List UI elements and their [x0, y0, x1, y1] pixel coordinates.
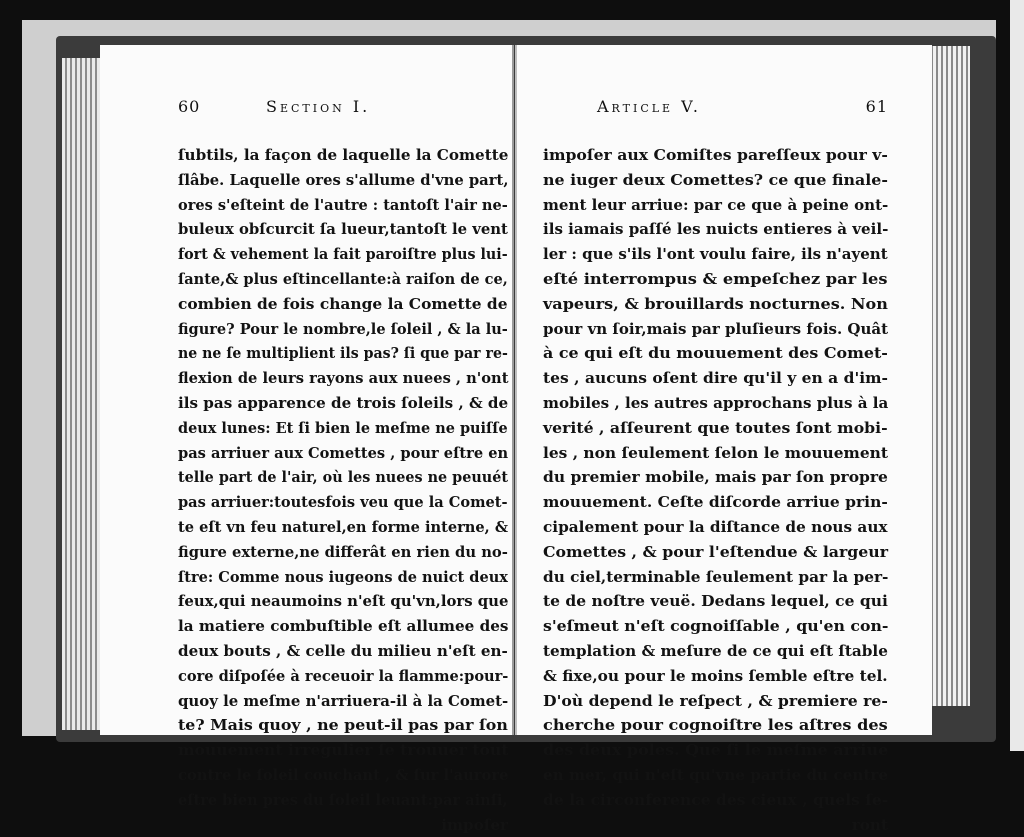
page-edges-right: [928, 46, 970, 706]
left-page-text: [178, 143, 508, 837]
text-line: combien de fois change la Comette de: [178, 294, 508, 313]
text-line: à ce qui eſt du mouuement des Comet-: [543, 344, 888, 363]
text-line: verité , aſſeurent que toutes ſont mobi-: [543, 418, 888, 437]
right-page-text: [543, 143, 888, 837]
left-running-head: Section I.: [266, 97, 371, 116]
text-line: du ciel,terminable ſeulement par la per-: [543, 567, 889, 586]
right-page: [515, 45, 932, 834]
background-edge: [1010, 0, 1024, 751]
text-line: te? Mais quoy , ne peut-il pas par ſon: [178, 716, 508, 735]
left-page-header: [178, 97, 508, 123]
text-line: buleux obſcurcit ſa lueur,tantoſt le vent: [178, 220, 508, 239]
text-line: ſubtils, la façon de laquelle la Comette: [178, 146, 509, 164]
text-line: mouuement. Ceſte diſcorde arriue prin-: [543, 493, 888, 512]
left-page: [100, 45, 514, 834]
text-line: pour vn ſoir,mais par pluſieurs fois. Quât: [543, 319, 889, 338]
text-line: deux lunes: Et ſi bien le meſme ne puiſſe: [178, 418, 508, 437]
text-line: du premier mobile, mais par ſon propre: [543, 468, 888, 487]
text-line: flexion de leurs rayons aux nuees , n'ont: [178, 369, 509, 388]
text-line: ores s'eſteint de l'autre : tantoſt l'air ne-: [178, 195, 508, 214]
text-line: figure externe,ne differât en rien du no-: [178, 542, 508, 561]
text-line: ils iamais paſſé les nuicts entieres à veil-: [543, 220, 889, 239]
text-line: de la circonference des cieux , quels ſe-: [543, 790, 889, 809]
text-line: pas arriuer:toutesfois veu que la Comet-: [178, 493, 508, 512]
text-line: eſté interrompus & empeſchez par les: [543, 269, 888, 288]
page-edges-left: [62, 58, 102, 730]
text-line: ler : que s'ils l'ont voulu faire, ils n'ayent: [543, 245, 888, 264]
text-line: telle part de l'air, où les nuees ne peuuét: [178, 468, 509, 487]
text-line: impoſer aux Comiſtes pareſſeux pour v-: [543, 146, 888, 164]
text-line: pas arriuer aux Comettes , pour eſtre en: [178, 443, 509, 462]
text-line: templation & meſure de ce qui eſt ſtable: [543, 641, 888, 660]
text-line: te de noſtre veuë. Dedans lequel, ce qui: [543, 592, 888, 611]
text-line: fort & vehement la fait paroiſtre plus lui-: [178, 245, 508, 264]
text-line: contre le ſoleil couchant , & ſur l'aurore: [178, 765, 509, 784]
text-line: mouuement irregulier ſe trouuer tout: [178, 741, 509, 760]
text-line: ſlâbe. Laquelle ores s'allume d'vne part,: [178, 170, 509, 189]
left-page-number: 60: [178, 97, 201, 116]
text-line: cherche pour cognoiſtre les aſtres des: [543, 716, 888, 735]
text-line: ne ne ſe multiplient ils pas? ſi que par re-: [178, 344, 508, 363]
text-line: ils pas apparence de trois ſoleils , & de: [178, 393, 509, 412]
text-line: cipalement pour la diſtance de nous aux: [543, 517, 888, 536]
text-line: te eſt vn feu naturel,en forme interne, &: [178, 517, 508, 536]
text-line: les , non ſeulement ſelon le mouuement: [543, 443, 888, 462]
right-page-number: 61: [865, 97, 888, 116]
text-line: ſtre: Comme nous iugeons de nuict deux: [178, 567, 508, 586]
text-line: core diſpoſée à receuoir la flamme:pour-: [178, 666, 509, 685]
right-catchword: ront: [851, 815, 888, 834]
text-line: Comettes , & pour l'eſtendue & largeur: [543, 542, 889, 561]
text-line: mobiles , les autres approchans plus à la: [543, 393, 889, 412]
text-line: s'eſmeut n'eſt cognoiſſable , qu'en con-: [543, 617, 889, 636]
text-line: D'où depend le reſpect , & premiere re-: [543, 691, 888, 710]
text-line: ment leur arriue: par ce que à peine ont-: [543, 195, 889, 214]
text-line: vapeurs, & brouillards nocturnes. Non: [543, 294, 888, 313]
text-line: en mer, qui n'eſt qu'vne partie du centre: [543, 765, 889, 784]
text-line: deux bouts , & celle du milieu n'eſt en-: [178, 641, 508, 660]
text-line: ne iuger deux Comettes? ce que finale-: [543, 170, 888, 189]
left-catchword: impoſer: [441, 815, 508, 834]
text-line: des deux poles. Que ſi le meſme arriue: [543, 741, 889, 760]
text-line: quoy le meſme n'arriuera-il à la Comet-: [178, 691, 509, 710]
text-line: eſtre bien pres du ſoleil leuant:par ainſi,: [178, 790, 508, 809]
right-running-head: Article V.: [597, 97, 702, 116]
text-line: tes , aucuns oſent dire qu'il y en a d'im-: [543, 369, 888, 388]
right-page-header: [543, 97, 888, 123]
text-line: & fixe,ou pour le moins ſemble eſtre tel.: [543, 666, 888, 685]
text-line: ſante,& plus eſtincellante:à raiſon de ce,: [178, 269, 508, 288]
text-line: figure? Pour le nombre,le ſoleil , & la lu-: [178, 319, 508, 338]
text-line: la matiere combuſtible eſt allumee des: [178, 617, 509, 636]
text-line: feux,qui neaumoins n'eſt qu'vn,lors que: [178, 592, 509, 611]
